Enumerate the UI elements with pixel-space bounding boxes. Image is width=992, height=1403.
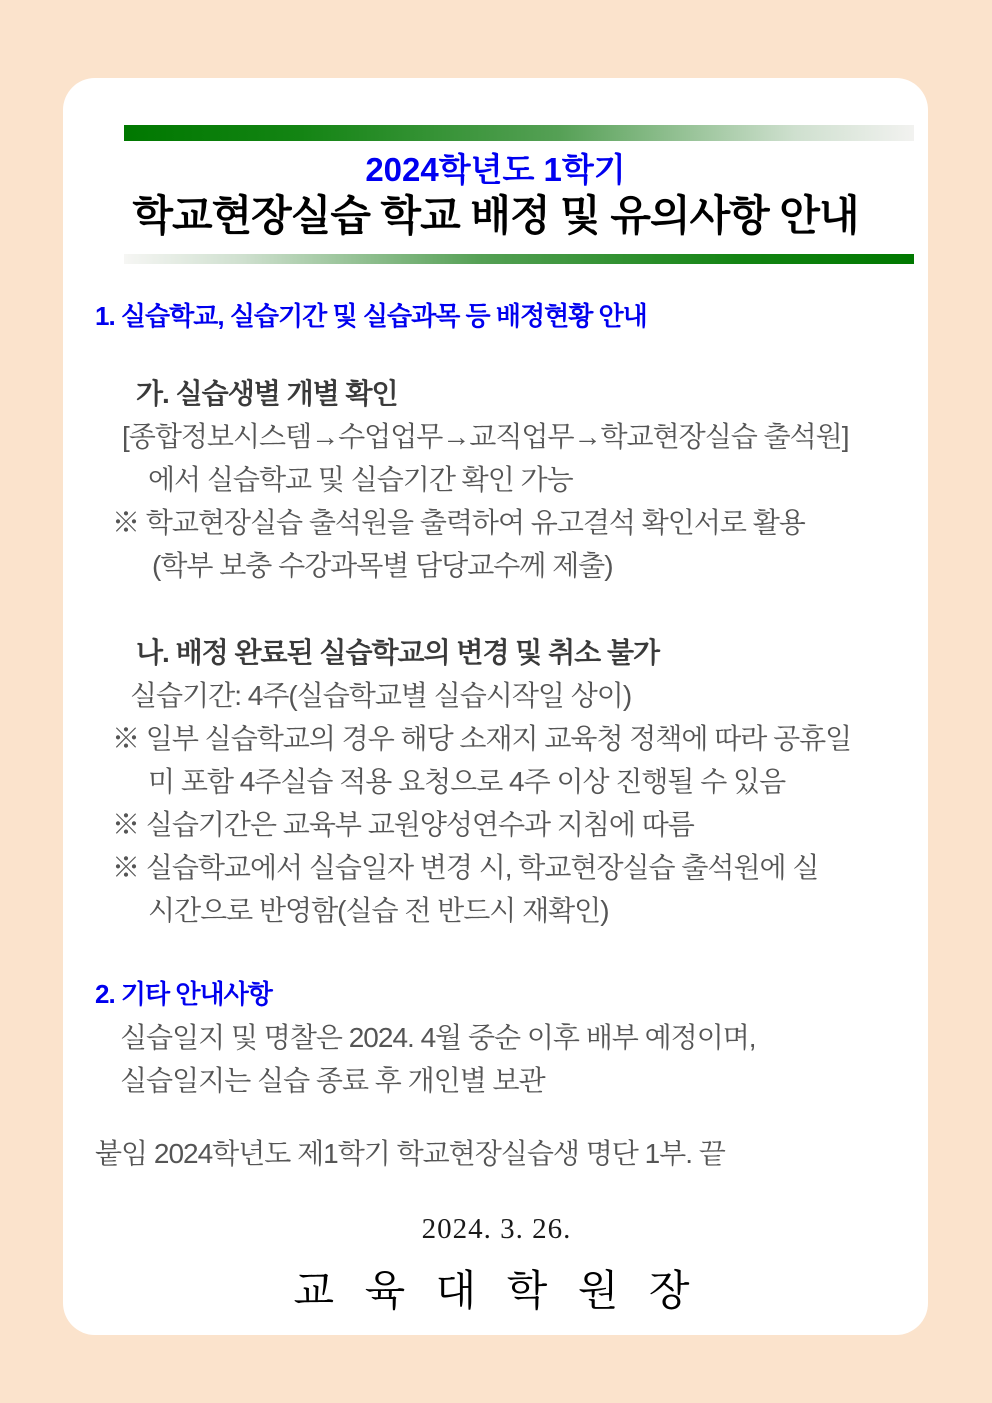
- section1b-note2: ※ 실습기간은 교육부 교원양성연수과 지침에 따름: [112, 809, 694, 840]
- section1-heading: 1. 실습학교, 실습기간 및 실습과목 등 배정현황 안내: [95, 301, 647, 331]
- section2-heading: 2. 기타 안내사항: [95, 979, 272, 1009]
- section1b-note3-cont: 시간으로 반영함(실습 전 반드시 재확인): [148, 895, 609, 926]
- section1b-note3: ※ 실습학교에서 실습일자 변경 시, 학교현장실습 출석원에 실: [112, 852, 819, 883]
- section1b-note1: ※ 일부 실습학교의 경우 해당 소재지 교육청 정책에 따라 공휴일: [112, 723, 852, 754]
- section2-line2: 실습일지는 실습 종료 후 개인별 보관: [120, 1065, 545, 1096]
- section1a-note1: ※ 학교현장실습 출석원을 출력하여 유고결석 확인서로 활용: [112, 507, 805, 538]
- section1a-system-path: [종합정보시스템→수업업무→교직업무→학교현장실습 출석원]: [122, 421, 849, 452]
- section1b-subheading: 나. 배정 완료된 실습학교의 변경 및 취소 불가: [136, 637, 660, 668]
- section1b-note1-cont: 미 포함 4주실습 적용 요청으로 4주 이상 진행될 수 있음: [148, 766, 786, 797]
- bottom-gradient-bar: [124, 254, 914, 264]
- issue-date: 2024. 3. 26.: [421, 1213, 572, 1245]
- section1a-system-path-cont: 에서 실습학교 및 실습기간 확인 가능: [148, 464, 573, 495]
- notice-body: [63, 264, 928, 1317]
- section2-line1: 실습일지 및 명찰은 2024. 4월 중순 이후 배부 예정이며,: [120, 1022, 756, 1053]
- notice-card: [63, 78, 928, 1335]
- attachment-line: 붙임 2024학년도 제1학기 학교현장실습생 명단 1부. 끝: [95, 1138, 725, 1169]
- page-title: 학교현장실습 학교 배정 및 유의사항 안내: [132, 192, 859, 239]
- section1a-note1-cont: (학부 보충 수강과목별 담당교수께 제출): [152, 550, 613, 581]
- section1a-subheading: 가. 실습생별 개별 확인: [136, 378, 398, 409]
- title-semester: 2024학년도 1학기: [365, 151, 626, 188]
- top-gradient-bar: [124, 125, 914, 141]
- signature-dean: 교 육 대 학 원 장: [293, 1269, 700, 1315]
- section1b-period-line: 실습기간: 4주(실습학교별 실습시작일 상이): [130, 680, 632, 711]
